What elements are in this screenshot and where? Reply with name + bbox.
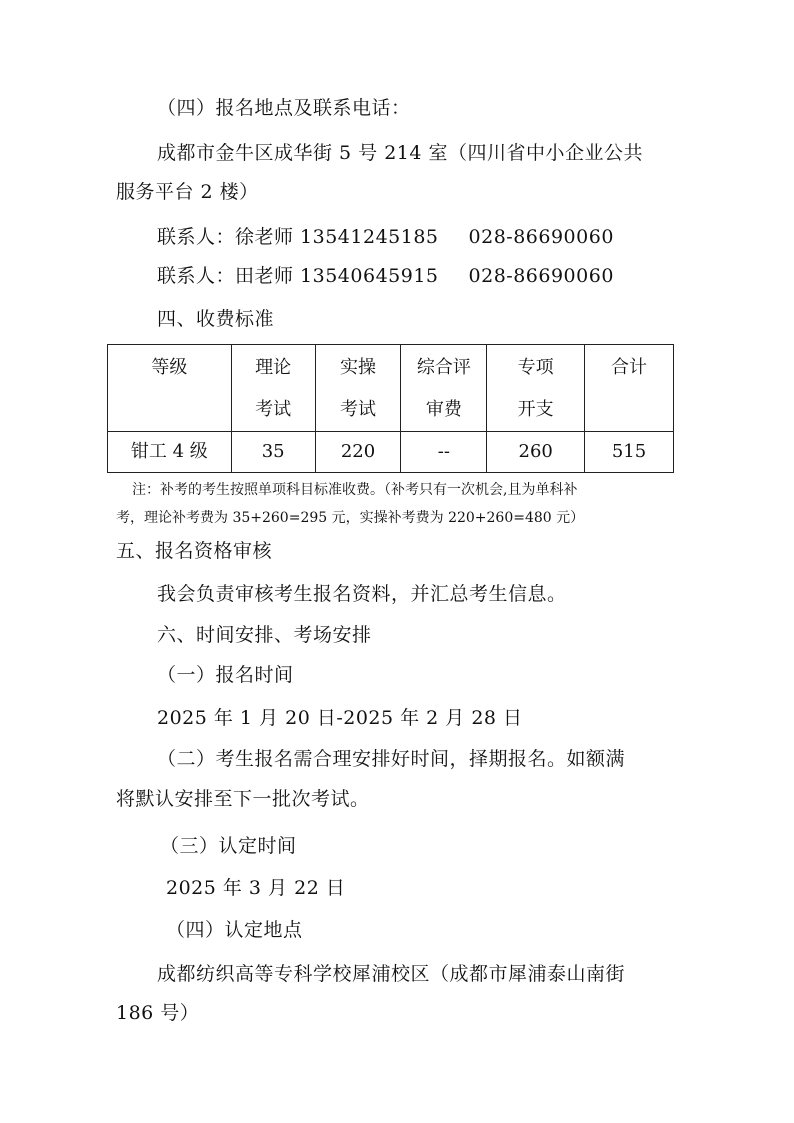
contact-landline: 028-86690060 [468, 265, 614, 287]
exam-location-line-2: 186 号） [116, 1002, 200, 1024]
cell-level: 钳工 4 级 [108, 432, 232, 473]
header-cell-level: 等级 [108, 345, 232, 432]
exam-time-body: 2025 年 3 月 22 日 [166, 877, 346, 899]
address-line-2: 服务平台 2 楼） [116, 181, 259, 203]
scheduling-line-1: （二）考生报名需合理安排好时间，择期报名。如额满 [157, 748, 626, 770]
contact-line [157, 264, 614, 288]
exam-location-line-1: 成都纺织高等专科学校犀浦校区（成都市犀浦泰山南街 [157, 963, 626, 985]
header-cell-theory-exam: 理论 考试 [231, 345, 315, 432]
contact-line [157, 225, 614, 249]
header-cell-total: 合计 [585, 345, 674, 432]
scheduling-line-2: 将默认安排至下一批次考试。 [116, 788, 370, 810]
signup-time-body: 2025 年 1 月 20 日-2025 年 2 月 28 日 [157, 707, 523, 729]
fee-table-header-row [108, 345, 674, 432]
header-cell-special-expense: 专项 开支 [487, 345, 585, 432]
fee-table [107, 344, 674, 473]
cell-total: 515 [585, 432, 674, 473]
location-heading: （四）报名地点及联系电话： [157, 97, 411, 119]
cell-special-expense: 260 [487, 432, 585, 473]
contact-name-mobile: 联系人：田老师 13540645915 [157, 265, 439, 287]
cell-review-fee: -- [401, 432, 487, 473]
contact-landline: 028-86690060 [468, 226, 614, 248]
fee-note-line-1: 注：补考的考生按照单项科目标准收费。（补考只有一次机会,且为单科补 [132, 482, 578, 498]
signup-time-title: （一）报名时间 [157, 664, 294, 686]
section-5-title: 五、报名资格审核 [116, 540, 273, 562]
exam-time-title: （三）认定时间 [160, 835, 297, 857]
header-cell-review-fee: 综合评 审费 [401, 345, 487, 432]
header-cell-practical-exam: 实操 考试 [315, 345, 401, 432]
section-6-title: 六、时间安排、考场安排 [157, 624, 372, 646]
section-4-title: 四、收费标准 [157, 308, 275, 330]
fee-note-line-2: 考，理论补考费为 35+260=295 元，实操补考费为 220+260=480 元） [116, 510, 585, 526]
table-row [108, 432, 674, 473]
cell-theory-fee: 35 [231, 432, 315, 473]
exam-location-title: （四）认定地点 [166, 919, 303, 941]
contact-name-mobile: 联系人：徐老师 13541245185 [157, 226, 439, 248]
address-line-1: 成都市金牛区成华街 5 号 214 室（四川省中小企业公共 [157, 142, 644, 164]
section-5-body: 我会负责审核考生报名资料，并汇总考生信息。 [157, 583, 567, 605]
cell-practical-fee: 220 [315, 432, 401, 473]
